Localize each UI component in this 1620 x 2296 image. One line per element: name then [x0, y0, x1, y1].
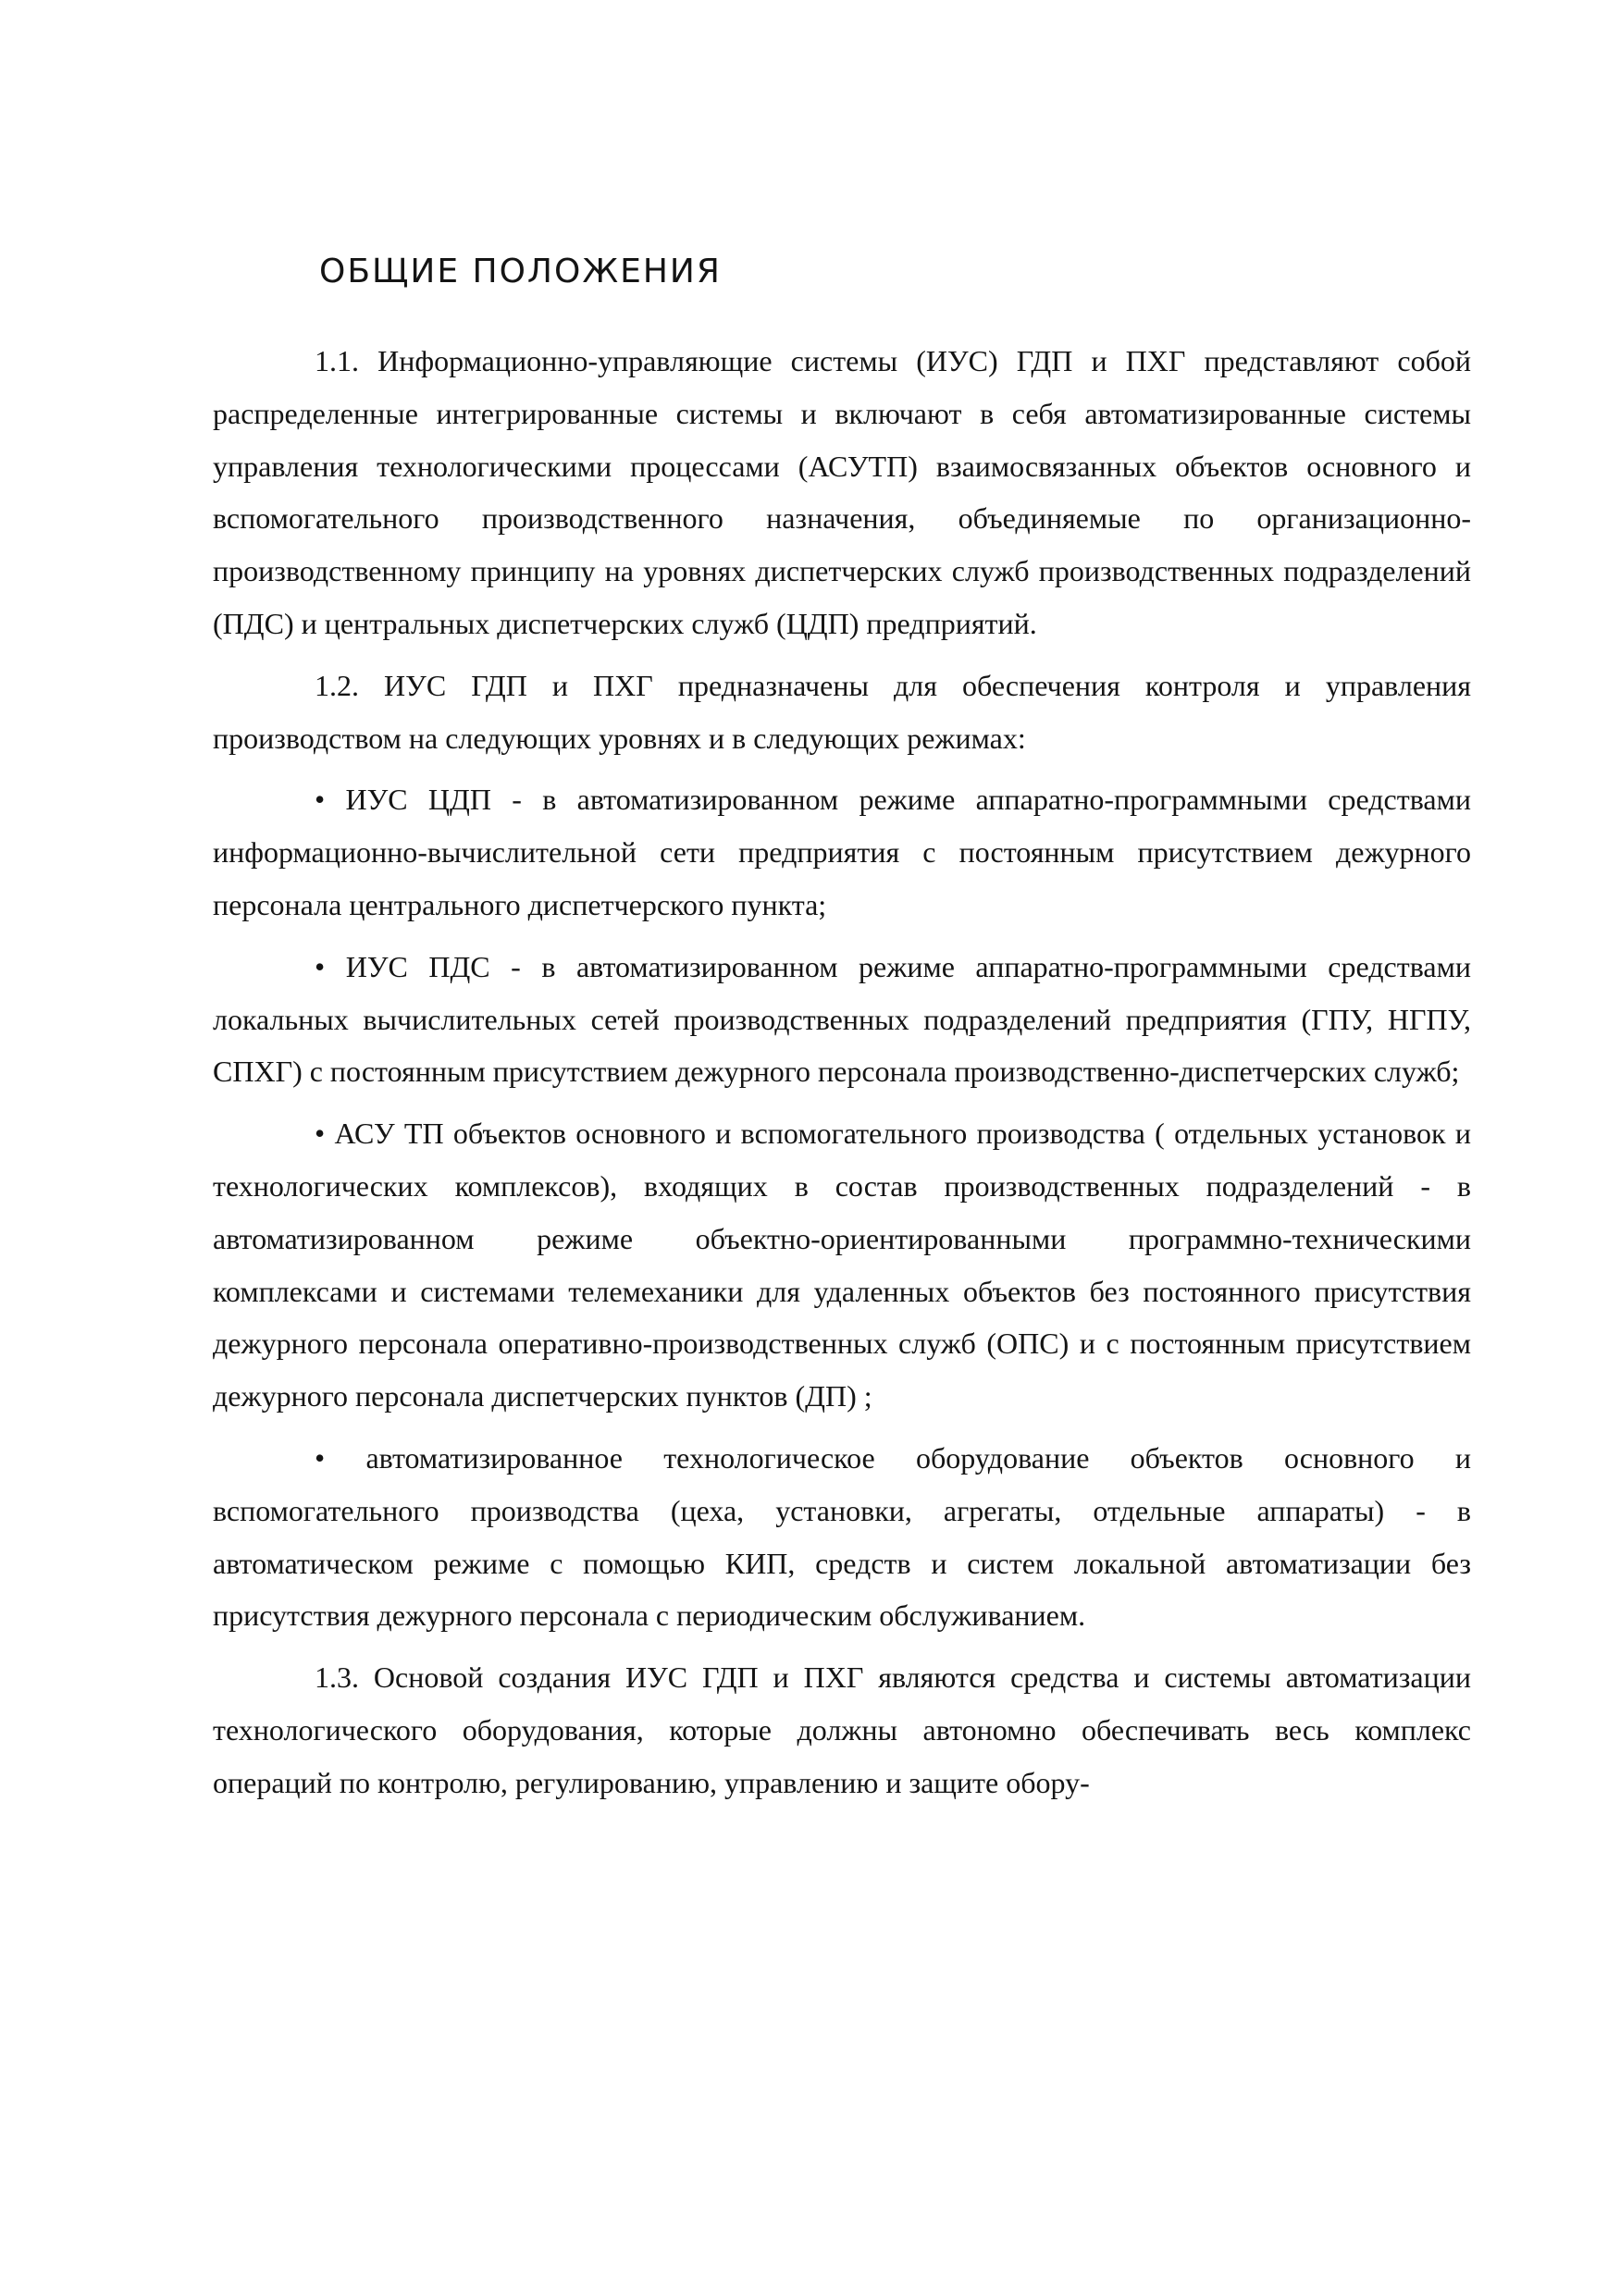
bullet-automated-equipment: • автоматизированное технологическое оборудование объектов основного и вспомогательного производства (цеха, установки, агрегаты, отдельные аппараты) - в автоматическом режиме с помощью КИП, средств и систем локальной автоматизации без присутствия дежурного персонала с периодическим обслуживанием.: [213, 1440, 1471, 1633]
bullet-ius-cdp: • ИУС ЦДП - в автоматизированном режиме аппаратно-программными средствами информационно-вычислительной сети предприятия с постоянным присутствием дежурного персонала центрального диспетчерского пункта;: [213, 783, 1471, 921]
section-heading: ОБЩИЕ ПОЛОЖЕНИЯ: [319, 253, 722, 290]
paragraph-1-2: 1.2. ИУС ГДП и ПХГ предназначены для обеспечения контроля и управления производством на следующих уровнях и в следующих режимах:: [213, 668, 1471, 755]
body-text: [213, 335, 1471, 1809]
bullet-ius-pds: • ИУС ПДС - в автоматизированном режиме аппаратно-программными средствами локальных вычислительных сетей производственных подразделений предприятия (ГПУ, НГПУ, СПХГ) с постоянным присутствием дежурного персонала производственно-диспетчерских служб;: [213, 949, 1471, 1089]
paragraph-1-1: 1.1. Информационно-управляющие системы (ИУС) ГДП и ПХГ представляют собой распределенные интегрированные системы и включают в себя автоматизированные системы управления технологическими процессами (АСУТП) взаимосвязанных объектов основного и вспомогательного производственного назначения, объединяемые по организационно-производственному принципу на уровнях диспетчерских служб производственных подразделений (ПДС) и центральных диспетчерских служб (ЦДП) предприятий.: [213, 344, 1471, 640]
bullet-asu-tp: • АСУ ТП объектов основного и вспомогательного производства ( отдельных установок и технологических комплексов), входящих в состав производственных подразделений - в автоматизированном режиме объектно-ориентированными программно-техническими комплексами и системами телемеханики для удаленных объектов без постоянного присутствия дежурного персонала оперативно-производственных служб (ОПС) и с постоянным присутствием дежурного персонала диспетчерских пунктов (ДП) ;: [213, 1117, 1471, 1413]
paragraph-1-3: 1.3. Основой создания ИУС ГДП и ПХГ являются средства и системы автоматизации технологического оборудования, которые должны автономно обеспечивать весь комплекс операций по контролю, регулированию, управлению и защите обору-: [213, 1660, 1471, 1799]
